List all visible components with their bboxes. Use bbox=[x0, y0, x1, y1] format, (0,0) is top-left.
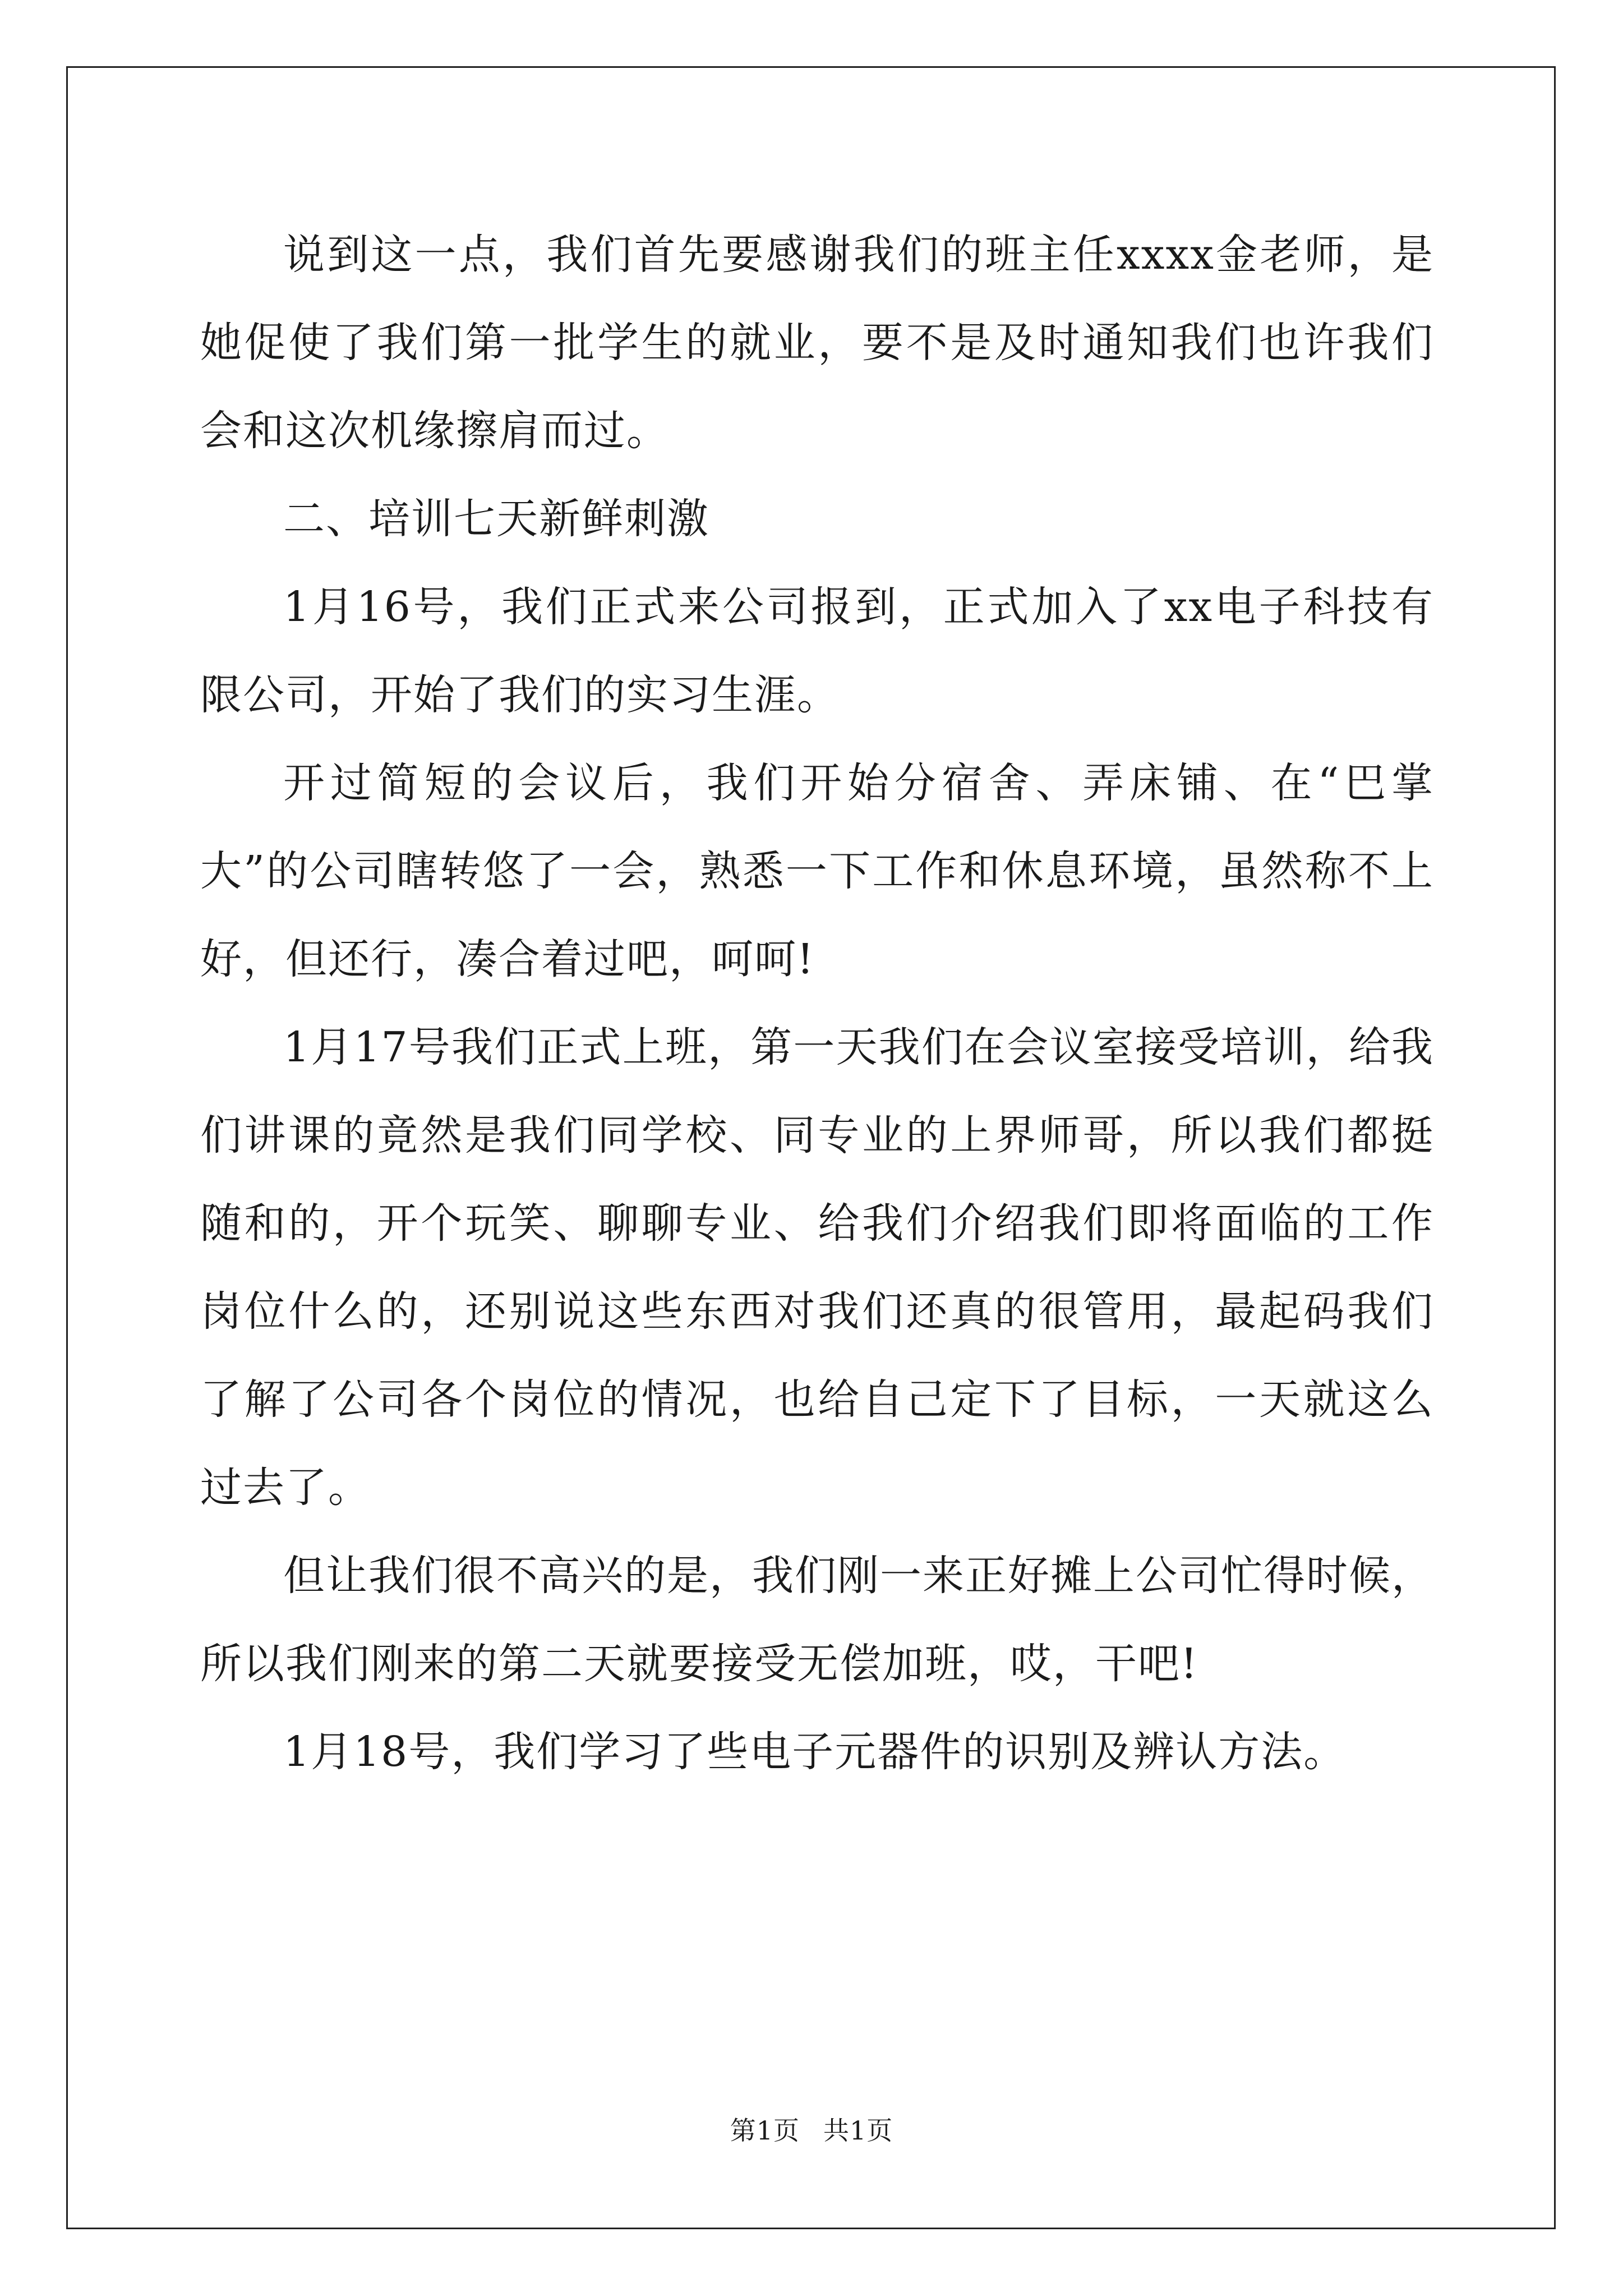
paragraph-thanks-teacher: 说到这一点，我们首先要感谢我们的班主任xxxx金老师，是她促使了我们第一批学生的就业，要不是及时通知我们也许我们会和这次机缘擦肩而过。 bbox=[200, 231, 1434, 455]
paragraph-jan-17: 1月17号我们正式上班，第一天我们在会议室接受培训，给我们讲课的竟然是我们同学校、同专业的上界师哥，所以我们都挺随和的，开个玩笑、聊聊专业、给我们介绍我们即将面临的工作岗位什么的，还别说这些东西对我们还真的很管用，最起码我们了解了公司各个岗位的情况，也给自己定下了目标，一天就这么过去了。 bbox=[200, 1023, 1434, 1512]
page-number: 第1页 bbox=[730, 2115, 800, 2146]
document-body bbox=[200, 211, 1434, 1796]
paragraph-jan-18: 1月18号，我们学习了些电子元器件的识别及辨认方法。 bbox=[283, 1728, 1347, 1776]
section-heading-training: 二、培训七天新鲜刺激 bbox=[283, 495, 709, 543]
page-total: 共1页 bbox=[823, 2115, 893, 2146]
paragraph-jan-16: 1月16号，我们正式来公司报到，正式加入了xx电子科技有限公司，开始了我们的实习生涯。 bbox=[200, 583, 1434, 719]
paragraph-overtime: 但让我们很不高兴的是，我们刚一来正好摊上公司忙得时候，所以我们刚来的第二天就要接受无偿加班，哎，干吧! bbox=[200, 1552, 1434, 1688]
paragraph-meeting: 开过简短的会议后，我们开始分宿舍、弄床铺、在“巴掌大”的公司瞎转悠了一会，熟悉一下工作和休息环境，虽然称不上好，但还行，凑合着过吧，呵呵! bbox=[200, 759, 1434, 983]
page-footer bbox=[0, 2114, 1623, 2147]
